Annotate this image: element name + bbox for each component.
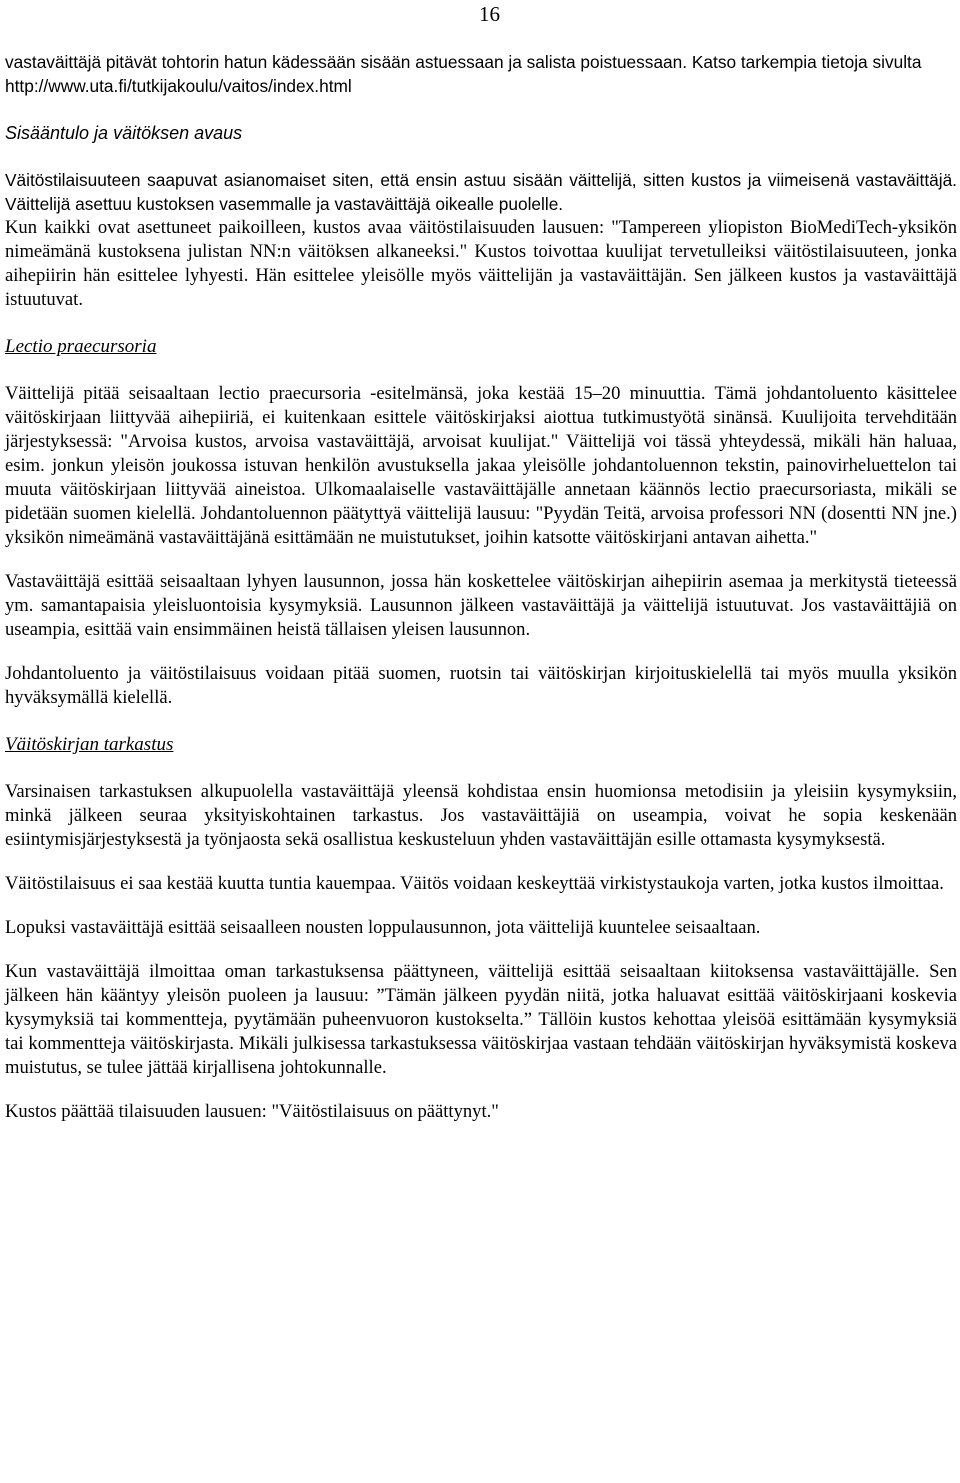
tarkastus-paragraph-1: Varsinaisen tarkastuksen alkupuolella vastaväittäjä yleensä kohdistaa ensin huomionsa metodisiin ja yleisiin kysymyksiin, minkä jälkeen seuraa yksityiskohtainen tarkastus. Jos vastaväittäjiä on useampia, voivat he sopia keskenään esiintymisjärjestyksestä ja työnjaosta sekä osallistua keskusteluun yhden vastaväittäjän esille ottamasta kysymyksestä. <box>5 781 957 850</box>
intro-text: vastaväittäjä pitävät tohtorin hatun kädessään sisään astuessaan ja salista poistuessaan. Katso tarkempia tietoja sivulta <box>5 52 922 72</box>
page-number: 16 <box>479 2 500 26</box>
sisaantulo-paragraph-sans: Väitöstilaisuuteen saapuvat asianomaiset siten, että ensin astuu sisään väittelijä, sitten kustos ja viimeisenä vastaväittäjä. Väittelijä asettuu kustoksen vasemmalle ja vastaväittäjä oikealle puolelle. <box>5 170 957 214</box>
tarkastus-paragraph-3: Lopuksi vastaväittäjä esittää seisaalleen nousten loppulausunnon, jota väittelijä kuuntelee seisaaltaan. <box>5 917 761 938</box>
tarkastus-paragraph-5: Kustos päättää tilaisuuden lausuen: "Väitöstilaisuus on päättynyt." <box>5 1101 499 1122</box>
sisaantulo-paragraph-serif: Kun kaikki ovat asettuneet paikoilleen, kustos avaa väitöstilaisuuden lausuen: "Tampereen yliopiston BioMediTech-yksikön nimeämänä kustoksena julistan NN:n väitöksen alkaneeksi." Kustos toivottaa kuulijat tervetulleiksi väitöstilaisuuteen, jonka aihepiirin hän esittelee lyhyesti. Hän esittelee yleisölle myös väittelijän ja vastaväittäjän. Sen jälkeen kustos ja vastaväittäjä istuutuvat. <box>5 217 957 310</box>
lectio-paragraph-2: Vastaväittäjä esittää seisaaltaan lyhyen lausunnon, jossa hän koskettelee väitöskirjan aihepiirin asemaa ja merkitystä tieteessä ym. samantapaisia yleisluontoisia kysymyksiä. Lausunnon jälkeen vastaväittäjä ja väittelijä istuutuvat. Jos vastaväittäjiä on useampia, esittää vain ensimmäinen heistä tällaisen yleisen lausunnon. <box>5 571 957 640</box>
section-heading-sisaantulo: Sisääntulo ja väitöksen avaus <box>5 123 243 143</box>
lectio-paragraph-3: Johdantoluento ja väitöstilaisuus voidaan pitää suomen, ruotsin tai väitöskirjan kirjoituskielellä tai myös muulla yksikön hyväksymällä kielellä. <box>5 663 957 708</box>
lectio-paragraph-1: Väittelijä pitää seisaaltaan lectio praecursoria -esitelmänsä, joka kestää 15–20 minuuttia. Tämä johdantoluento käsittelee väitöskirjaan liittyvää aihepiiriä, ei kuitenkaan esittele väitöskirjaksi aiottua tutkimustyötä sinänsä. Kuulijoita tervehditään järjestyksessä: "Arvoisa kustos, arvoisa vastaväittäjä, arvoisat kuulijat." Väittelijä voi tässä yhteydessä, mikäli hän haluaa, esim. jonkun yleisön joukossa istuvan henkilön avustuksella jakaa yleisölle johdantoluennon tekstin, painovirheluettelon tai muuta väitöskirjaan liittyvää aineistoa. Ulkomaalaiselle vastaväittäjälle annetaan käännös lectio praecursoriasta, mikäli se pidetään suomen kielellä. Johdantoluennon päätyttyä väittelijä lausuu: "Pyydän Teitä, arvoisa professori NN (dosentti NN jne.) yksikön nimeämänä vastaväittäjänä esittämään ne muistutukset, joihin katsotte väitöskirjani antavan aihetta." <box>5 383 957 548</box>
tarkastus-paragraph-4: Kun vastaväittäjä ilmoittaa oman tarkastuksensa päättyneen, väittelijä esittää seisaaltaan kiitoksensa vastaväittäjälle. Sen jälkeen hän kääntyy yleisön puoleen ja lausuu: ”Tämän jälkeen pyydän niitä, jotka haluavat esittää väitöskirjaani koskevia kysymyksiä tai kommentteja, pyytämään puheenvuoron kustokselta.” Tällöin kustos kehottaa yleisöä esittämään kysymyksiä tai kommentteja väitöskirjasta. Mikäli julkisessa tarkastuksessa väitöskirjaa vastaan tehdään väitöskirjan hyväksymistä koskeva muistutus, se tulee jättää kirjallisena johtokunnalle. <box>5 961 957 1078</box>
intro-paragraph <box>5 50 957 98</box>
tarkastus-paragraph-2: Väitöstilaisuus ei saa kestää kuutta tuntia kauempaa. Väitös voidaan keskeyttää virkistystaukoja varten, jotka kustos ilmoittaa. <box>5 873 944 894</box>
intro-url[interactable]: http://www.uta.fi/tutkijakoulu/vaitos/index.html <box>5 76 352 96</box>
section-heading-tarkastus: Väitöskirjan tarkastus <box>5 734 174 755</box>
section-heading-lectio: Lectio praecursoria <box>5 336 157 357</box>
document-content <box>5 50 957 1124</box>
